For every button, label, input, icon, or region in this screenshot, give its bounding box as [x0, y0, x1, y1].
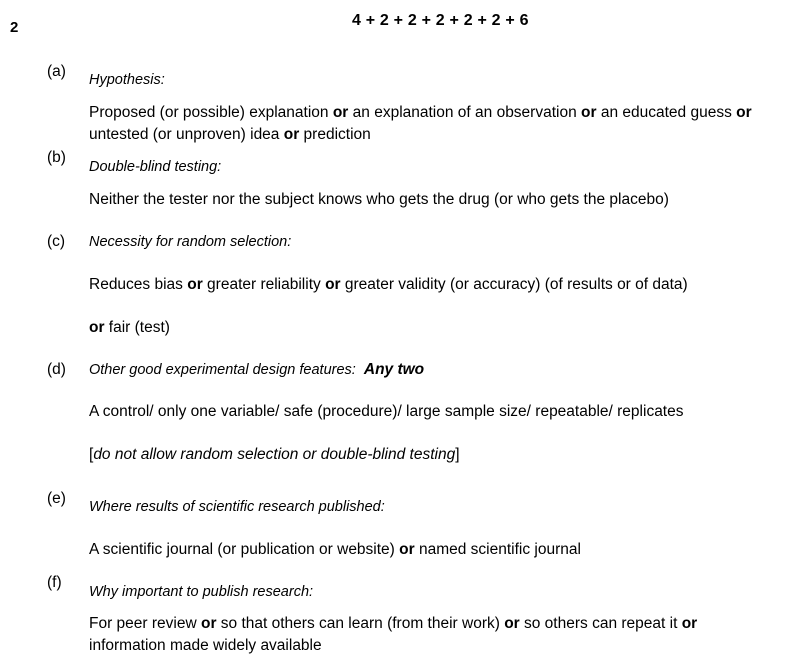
part-f-answer-line-1: For peer review or so that others can learn (from their work) or so others can repeat it or — [89, 615, 698, 632]
part-f-heading: Why important to publish research: — [89, 584, 314, 600]
part-b-heading: Double-blind testing: — [89, 159, 222, 175]
part-a-heading: Hypothesis: — [89, 72, 165, 88]
part-d-label: (d) — [47, 361, 66, 378]
part-a-answer — [89, 102, 752, 146]
any-two-emphasis: Any two — [363, 361, 425, 378]
part-d-answer: A control/ only one variable/ safe (procedure)/ large sample size/ repeatable/ replicates — [89, 403, 684, 420]
part-b-label: (b) — [47, 149, 66, 166]
part-a-answer-line-1: Proposed (or possible) explanation or an explanation of an observation or an educated guess or — [89, 104, 752, 121]
part-f-label: (f) — [47, 574, 62, 591]
part-d-note: [do not allow random selection or double-blind testing] — [89, 446, 460, 463]
part-a-answer-line-2: untested (or unproven) idea or prediction — [89, 126, 371, 143]
part-c-heading: Necessity for random selection: — [89, 234, 292, 250]
part-d-heading: Other good experimental design features: Any two — [89, 361, 425, 378]
part-e-answer: A scientific journal (or publication or website) or named scientific journal — [89, 541, 581, 558]
part-f-answer-line-2: information made widely available — [89, 637, 322, 654]
marks-allocation: 4 + 2 + 2 + 2 + 2 + 2 + 6 — [352, 12, 529, 29]
part-c-answer: Reduces bias or greater reliability or greater validity (or accuracy) (of results or of data) — [89, 276, 688, 293]
part-c-label: (c) — [47, 233, 66, 250]
part-a-label: (a) — [47, 63, 66, 80]
part-f-answer — [89, 613, 697, 657]
part-e-label: (e) — [47, 490, 66, 507]
part-e-heading: Where results of scientific research published: — [89, 499, 385, 515]
part-b-answer: Neither the tester nor the subject knows who gets the drug (or who gets the placebo) — [89, 191, 669, 208]
question-number: 2 — [10, 19, 19, 36]
part-c-answer-alt: or fair (test) — [89, 319, 170, 336]
